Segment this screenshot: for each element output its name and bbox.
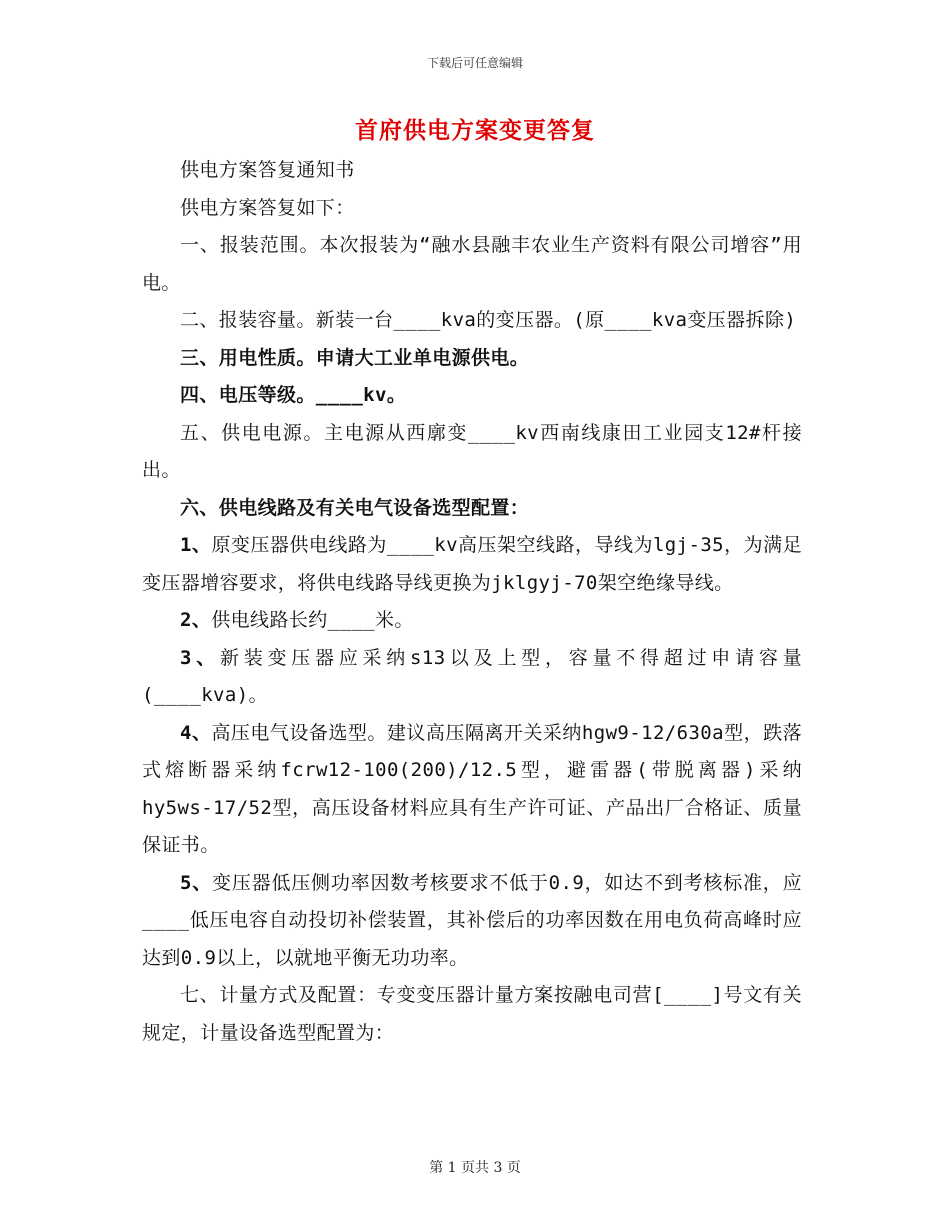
item-3-transformer: 3、新装变压器应采纳s13以及上型，容量不得超过申请容量(____kva)。 bbox=[142, 646, 802, 706]
item-2-length: 2、供电线路长约____米。 bbox=[180, 609, 414, 631]
document-body bbox=[142, 152, 802, 1052]
section-metering: 七、计量方式及配置：专变变压器计量方案按融电司营[____]号文有关规定，计量设备选型配置为： bbox=[142, 984, 802, 1044]
section-equipment-config: 六、供电线路及有关电气设备选型配置： bbox=[180, 496, 530, 519]
document-title: 首府供电方案变更答复 bbox=[355, 117, 595, 144]
section-usage-type: 三、用电性质。申请大工业单电源供电。 bbox=[180, 346, 530, 369]
reply-intro: 供电方案答复如下： bbox=[180, 196, 355, 219]
section-capacity: 二、报装容量。新装一台____kva的变压器。(原____kva变压器拆除) bbox=[180, 309, 797, 331]
notice-heading: 供电方案答复通知书 bbox=[180, 159, 355, 181]
section-scope: 一、报装范围。本次报装为“融水县融丰农业生产资料有限公司增容”用电。 bbox=[142, 234, 802, 294]
item-1-line: 1、原变压器供电线路为____kv高压架空线路，导线为lgj-35，为满足变压器增容要求，将供电线路导线更换为jklgyj-70架空绝缘导线。 bbox=[142, 534, 802, 594]
item-5-power-factor: 5、变压器低压侧功率因数考核要求不低于0.9，如达不到考核标准，应____低压电容自动投切补偿装置，其补偿后的功率因数在用电负荷高峰时应达到0.9以上，以就地平衡无功功率。 bbox=[142, 871, 802, 969]
page-header: 下载后可任意编辑 bbox=[426, 56, 523, 70]
section-power-source: 五、供电电源。主电源从西廓变____kv西南线康田工业园支12#杆接出。 bbox=[142, 421, 802, 481]
section-voltage-level: 四、电压等级。____kv。 bbox=[180, 384, 407, 406]
item-4-hv-equipment: 4、高压电气设备选型。建议高压隔离开关采纳hgw9-12/630a型，跌落式熔断器采纳fcrw12-100(200)/12.5型，避雷器(带脱离器)采纳hy5ws-17/52型，高压设备材料应具有生产许可证、产品出厂合格证、质量保证书。 bbox=[142, 721, 802, 856]
page-footer: 第 1 页共 3 页 bbox=[429, 1160, 521, 1176]
